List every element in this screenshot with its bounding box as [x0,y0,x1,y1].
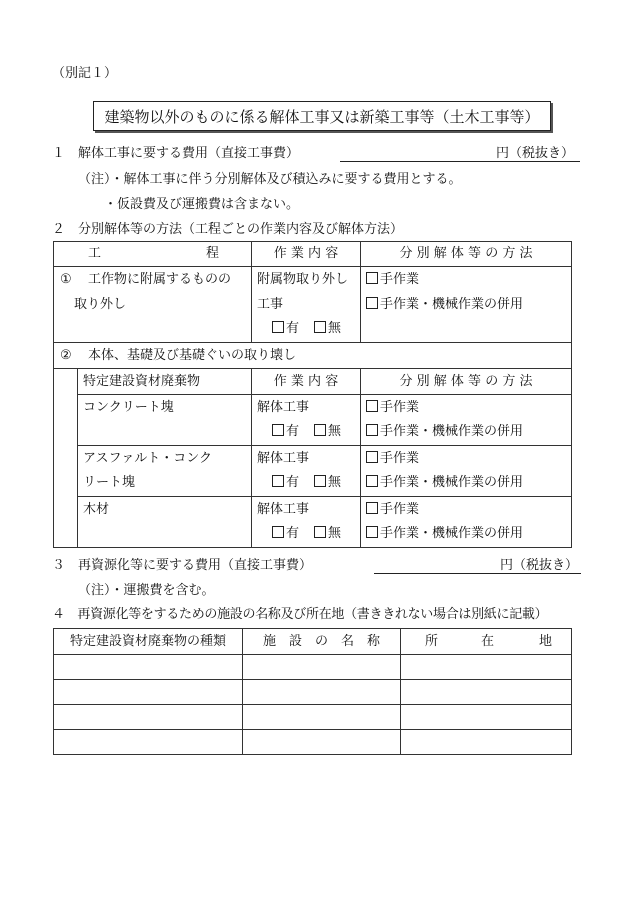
material-yes-option[interactable]: 有 [272,475,299,491]
material-method2-option[interactable]: 手作業・機械作業の併用 [366,475,523,491]
checkbox[interactable] [272,424,284,436]
material-row [54,446,572,497]
facility-name-cell[interactable] [243,680,401,705]
checkbox[interactable] [366,451,378,463]
section3-amount-unit: 円（税抜き） [500,558,579,573]
section4-heading: ４ 再資源化等をするための施設の名称及び所在地（書ききれない場合は別紙に記載） [52,607,548,622]
table-row [54,730,572,755]
table-header-row [54,629,572,655]
checkbox[interactable] [314,424,326,436]
subheader-method: 分 別 解 体 等 の 方 法 [399,374,533,389]
checkbox[interactable] [272,321,284,333]
waste-type-cell[interactable] [54,730,243,755]
table-row [54,680,572,705]
material-method2-option[interactable]: 手作業・機械作業の併用 [366,424,523,440]
location-cell[interactable] [401,680,572,705]
step1-no-option[interactable]: 無 [314,321,341,337]
checkbox[interactable] [314,321,326,333]
material-row [54,395,572,446]
material-no-option[interactable]: 無 [314,475,341,491]
checkbox[interactable] [366,502,378,514]
location-cell[interactable] [401,705,572,730]
step1-method1-option[interactable]: 手作業 [366,272,419,288]
subheader-work: 作 業 内 容 [273,374,339,389]
waste-type-cell[interactable] [54,680,243,705]
step1-work-line2: 工事 [257,297,284,312]
table-row [54,705,572,730]
material-no-option[interactable]: 無 [314,424,341,440]
header-process-a: 工 [88,246,102,261]
material-yes-option[interactable]: 有 [272,424,299,440]
material-yes-option[interactable]: 有 [272,526,299,542]
location-cell[interactable] [401,730,572,755]
table-row [54,655,572,680]
header-method: 分 別 解 体 等 の 方 法 [399,246,533,261]
annex-label: （別記１） [52,66,118,81]
material-row [54,497,572,548]
step2-number: ② [60,348,72,363]
demolition-method-table [53,241,572,548]
document-title [93,101,551,131]
material-work: 解体工事 [257,502,310,517]
checkbox[interactable] [272,526,284,538]
header-process-b: 程 [206,246,220,261]
waste-type-cell[interactable] [54,655,243,680]
section1-note2: ・仮設費及び運搬費は含まない。 [104,197,300,212]
document-title-text: 建築物以外のものに係る解体工事又は新築工事等（土木工事等） [104,107,540,126]
facility-name-cell[interactable] [243,730,401,755]
header-location-a: 所 [425,634,439,649]
waste-type-cell[interactable] [54,705,243,730]
checkbox[interactable] [366,400,378,412]
step1-method2-option[interactable]: 手作業・機械作業の併用 [366,297,523,313]
header-facility-name: 施 設 の 名 称 [262,634,380,649]
material-method1-option[interactable]: 手作業 [366,451,419,467]
material-work: 解体工事 [257,451,310,466]
step1-number: ① [60,272,72,287]
step2-label: 本体、基礎及び基礎ぐいの取り壊し [88,348,297,363]
material-name-line1: 木材 [83,502,110,517]
checkbox[interactable] [272,475,284,487]
step1-work-line1: 附属物取り外し [257,272,349,287]
header-waste-type: 特定建設資材廃棄物の種類 [69,634,226,649]
step1-yes-option[interactable]: 有 [272,321,299,337]
checkbox[interactable] [366,526,378,538]
section1-amount-unit: 円（税抜き） [496,146,575,161]
material-method1-option[interactable]: 手作業 [366,400,419,416]
facility-name-cell[interactable] [243,655,401,680]
checkbox[interactable] [366,475,378,487]
checkbox[interactable] [366,297,378,309]
checkbox[interactable] [366,424,378,436]
step2-subheader-row [54,369,572,395]
checkbox[interactable] [314,475,326,487]
header-location-c: 地 [539,634,553,649]
section2-heading: ２ 分別解体等の方法（工程ごとの作業内容及び解体方法） [52,222,404,237]
facility-name-cell[interactable] [243,705,401,730]
checkbox[interactable] [314,526,326,538]
material-name-line2: リート塊 [83,475,136,490]
step1-label-line2: 取り外し [74,297,127,312]
checkbox[interactable] [366,272,378,284]
material-method1-option[interactable]: 手作業 [366,502,419,518]
step1-row [54,267,572,343]
material-no-option[interactable]: 無 [314,526,341,542]
material-name-line1: アスファルト・コンク [83,451,212,466]
section3-note: （注）・運搬費を含む。 [78,583,215,598]
location-cell[interactable] [401,655,572,680]
table-header-row [54,242,572,267]
section3-heading: ３ 再資源化等に要する費用（直接工事費） [52,558,313,573]
recycling-facility-table [53,628,572,755]
subheader-material: 特定建設資材廃棄物 [83,374,201,389]
material-name-line1: コンクリート塊 [83,400,174,415]
material-work: 解体工事 [257,400,310,415]
header-work: 作 業 内 容 [273,246,339,261]
material-method2-option[interactable]: 手作業・機械作業の併用 [366,526,523,542]
step1-label-line1: 工作物に附属するものの [88,272,232,287]
section1-heading: １ 解体工事に要する費用（直接工事費） [52,146,300,161]
header-location-b: 在 [481,634,495,649]
step2-row [54,343,572,369]
section1-note1: （注）・解体工事に伴う分別解体及び積込みに要する費用とする。 [78,172,462,187]
